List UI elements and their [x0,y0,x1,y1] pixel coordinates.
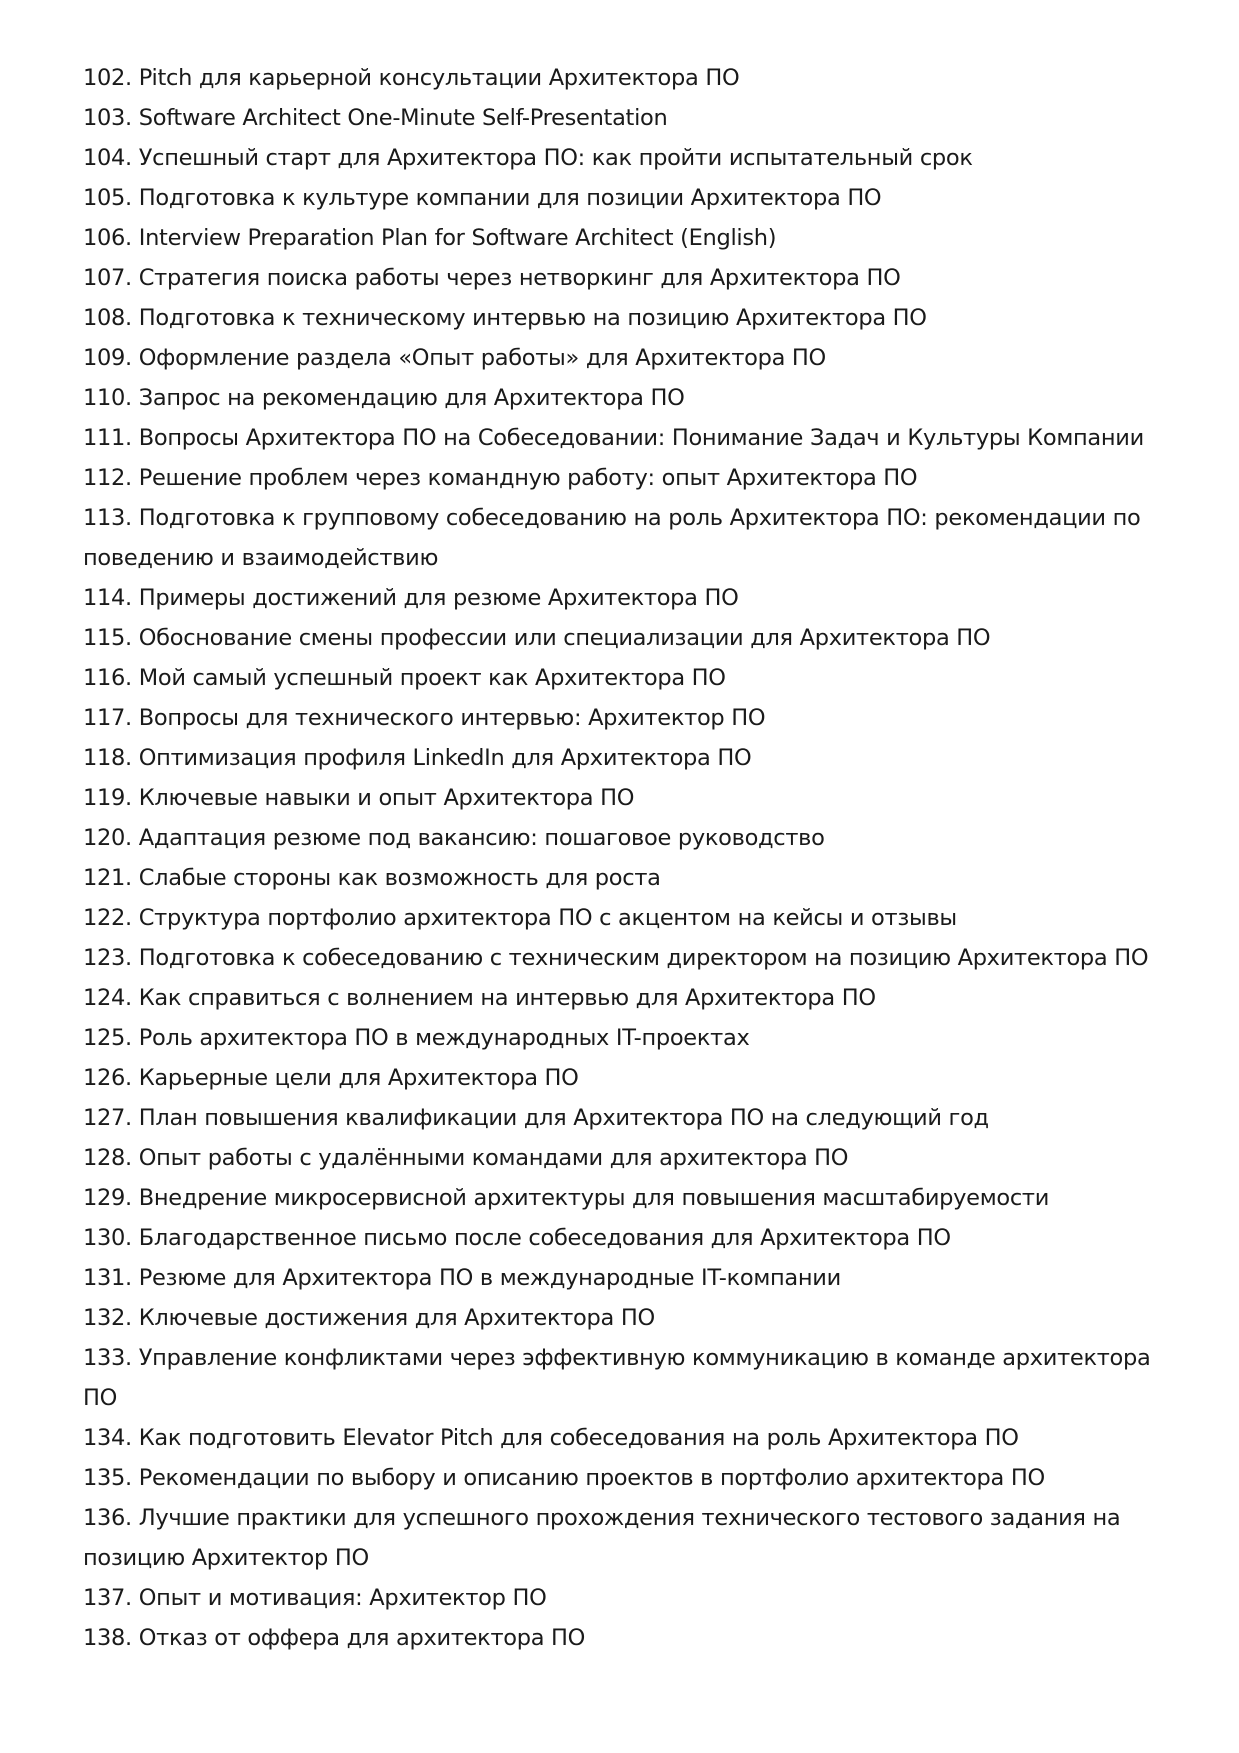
list-item: 119. Ключевые навыки и опыт Архитектора ПО [83,785,635,811]
list-item: 125. Роль архитектора ПО в международных IT-проектах [83,1025,750,1051]
list-item: 103. Software Architect One-Minute Self-Presentation [83,105,668,131]
list-item: 102. Pitch для карьерной консультации Архитектора ПО [83,65,740,91]
list-item: 136. Лучшие практики для успешного прохождения технического тестового задания на позицию Архитектор ПО [83,1505,1121,1571]
list-item: 112. Решение проблем через командную работу: опыт Архитектора ПО [83,465,918,491]
list-item: 109. Оформление раздела «Опыт работы» для Архитектора ПО [83,345,826,371]
list-item: 110. Запрос на рекомендацию для Архитектора ПО [83,385,685,411]
list-item: 127. План повышения квалификации для Архитектора ПО на следующий год [83,1105,989,1131]
list-item: 116. Мой самый успешный проект как Архитектора ПО [83,665,726,691]
list-item: 108. Подготовка к техническому интервью на позицию Архитектора ПО [83,305,927,331]
list-item: 126. Карьерные цели для Архитектора ПО [83,1065,579,1091]
list-item: 129. Внедрение микросервисной архитектуры для повышения масштабируемости [83,1185,1050,1211]
topic-list [83,58,1163,1658]
list-item: 118. Оптимизация профиля LinkedIn для Архитектора ПО [83,745,752,771]
list-item: 132. Ключевые достижения для Архитектора ПО [83,1305,655,1331]
list-item: 106. Interview Preparation Plan for Software Architect (English) [83,225,777,251]
document-page [83,58,1163,1658]
list-item: 107. Стратегия поиска работы через нетворкинг для Архитектора ПО [83,265,901,291]
list-item: 121. Слабые стороны как возможность для роста [83,865,661,891]
list-item: 135. Рекомендации по выбору и описанию проектов в портфолио архитектора ПО [83,1465,1045,1491]
list-item: 113. Подготовка к групповому собеседованию на роль Архитектора ПО: рекомендации по поведению и взаимодействию [83,505,1141,571]
list-item: 117. Вопросы для технического интервью: Архитектор ПО [83,705,766,731]
list-item: 120. Адаптация резюме под вакансию: пошаговое руководство [83,825,825,851]
list-item: 138. Отказ от оффера для архитектора ПО [83,1625,586,1651]
list-item: 134. Как подготовить Elevator Pitch для собеседования на роль Архитектора ПО [83,1425,1019,1451]
list-item: 105. Подготовка к культуре компании для позиции Архитектора ПО [83,185,882,211]
list-item: 114. Примеры достижений для резюме Архитектора ПО [83,585,739,611]
list-item: 123. Подготовка к собеседованию с техническим директором на позицию Архитектора ПО [83,945,1149,971]
list-item: 111. Вопросы Архитектора ПО на Собеседовании: Понимание Задач и Культуры Компании [83,425,1144,451]
list-item: 104. Успешный старт для Архитектора ПО: как пройти испытательный срок [83,145,973,171]
list-item: 137. Опыт и мотивация: Архитектор ПО [83,1585,547,1611]
list-item: 122. Структура портфолио архитектора ПО с акцентом на кейсы и отзывы [83,905,957,931]
list-item: 130. Благодарственное письмо после собеседования для Архитектора ПО [83,1225,951,1251]
list-item: 115. Обоснование смены профессии или специализации для Архитектора ПО [83,625,991,651]
list-item: 131. Резюме для Архитектора ПО в международные IT-компании [83,1265,841,1291]
list-item: 124. Как справиться с волнением на интервью для Архитектора ПО [83,985,876,1011]
list-item: 133. Управление конфликтами через эффективную коммуникацию в команде архитектора ПО [83,1345,1151,1411]
list-item: 128. Опыт работы с удалёнными командами для архитектора ПО [83,1145,849,1171]
